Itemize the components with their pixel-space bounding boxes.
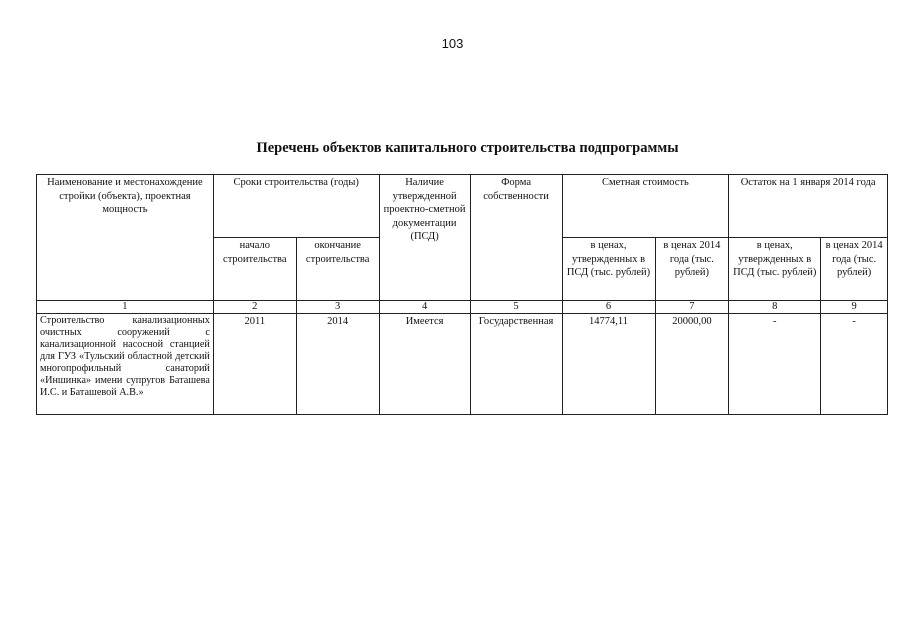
header-remainder-2014: в ценах 2014 года (тыс. рублей): [821, 238, 888, 301]
remainder-2014-cell: -: [821, 314, 888, 415]
capital-construction-table: [36, 174, 888, 415]
header-ownership: Форма собственности: [470, 175, 562, 301]
estimate-psd-cell: 14774,11: [562, 314, 655, 415]
end-year-cell: 2014: [296, 314, 379, 415]
header-remainder: Остаток на 1 января 2014 года: [729, 175, 888, 238]
header-estimate-2014: в ценах 2014 года (тыс. рублей): [655, 238, 729, 301]
object-name-cell: Строительство канализационных очистных сооружений с канализационной насосной станцией для ГУЗ «Тульский областной детский многопрофильный санаторий «Иншинка» имени супругов Баташева И.С. и Баташевой А.В.»: [37, 314, 214, 415]
column-number: 7: [655, 301, 729, 314]
header-name: Наименование и местонахождение стройки (объекта), проектная мощность: [37, 175, 214, 301]
table-row: [37, 314, 888, 415]
column-number: 1: [37, 301, 214, 314]
document-title: Перечень объектов капитального строительства подпрограммы: [256, 140, 679, 156]
column-number: 6: [562, 301, 655, 314]
header-remainder-psd: в ценах, утвержденных в ПСД (тыс. рублей): [729, 238, 821, 301]
estimate-2014-cell: 20000,00: [655, 314, 729, 415]
column-number: 4: [379, 301, 470, 314]
page-number: 103: [441, 36, 464, 51]
header-estimate-psd: в ценах, утвержденных в ПСД (тыс. рублей): [562, 238, 655, 301]
start-year-cell: 2011: [213, 314, 296, 415]
header-terms: Сроки строительства (годы): [213, 175, 379, 238]
header-estimate: Сметная стоимость: [562, 175, 729, 238]
column-numbers-row: [37, 301, 888, 314]
header-start: начало строительства: [213, 238, 296, 301]
remainder-psd-cell: -: [729, 314, 821, 415]
column-number: 3: [296, 301, 379, 314]
column-number: 8: [729, 301, 821, 314]
column-number: 2: [213, 301, 296, 314]
psd-cell: Имеется: [379, 314, 470, 415]
ownership-cell: Государственная: [470, 314, 562, 415]
header-end: окончание строительства: [296, 238, 379, 301]
column-number: 5: [470, 301, 562, 314]
header-psd: Наличие утвержденной проектно-сметной документации (ПСД): [379, 175, 470, 301]
column-number: 9: [821, 301, 888, 314]
header-row-1: [37, 175, 888, 238]
